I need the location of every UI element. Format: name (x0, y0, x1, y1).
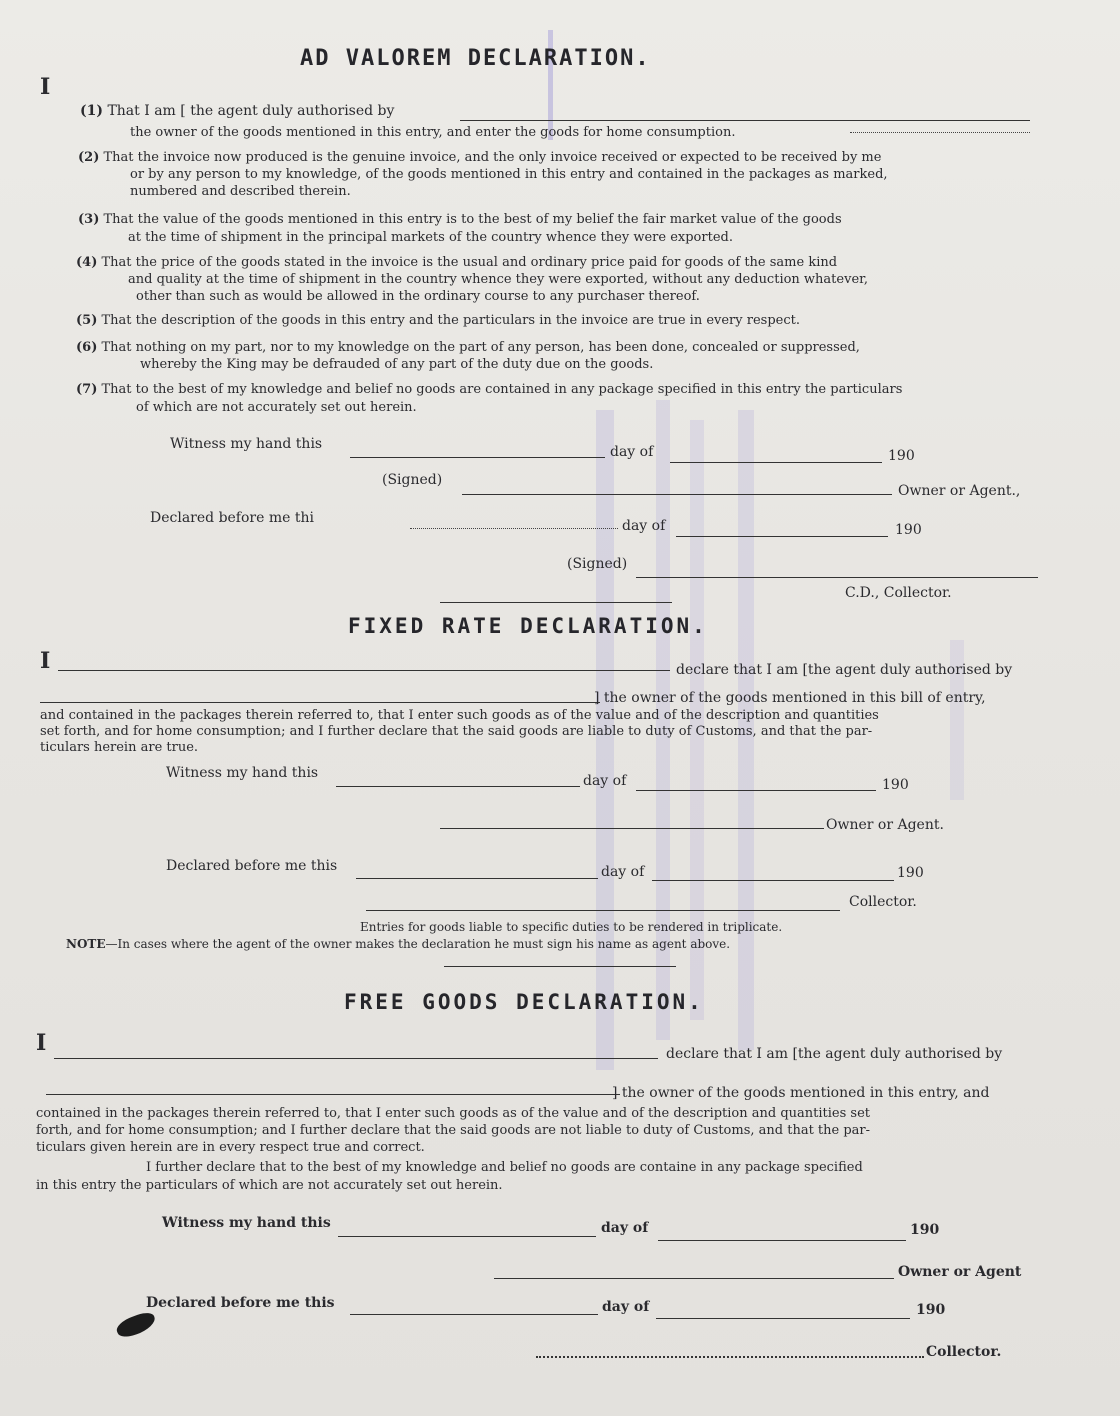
note-label: NOTE (66, 937, 106, 951)
declarant-marker: I (36, 1030, 47, 1056)
ad-valorem-item-1 (80, 103, 394, 119)
declared-month-field[interactable] (652, 880, 894, 881)
declared-label: Declared before me thi (150, 510, 314, 526)
declared-day-field[interactable] (356, 878, 598, 879)
owner-signature-field[interactable] (494, 1278, 894, 1279)
witness-day-field[interactable] (350, 457, 605, 458)
item-text: That to the best of my knowledge and belief no goods are contained in any package specified in this entry the particulars (101, 382, 903, 397)
item-text: That the value of the goods mentioned in this entry is to the best of my belief the fair market value of the goods (103, 212, 842, 227)
item-number: (5) (76, 313, 98, 328)
item-text: and quality at the time of shipment in the country whence they were exported, without any deduction whatever, (128, 272, 869, 287)
free-goods-body: ticulars given herein are in every respect true and correct. (36, 1140, 425, 1155)
declarant-marker: I (40, 74, 51, 100)
declared-month-field[interactable] (656, 1318, 910, 1319)
witness-day-field[interactable] (338, 1236, 596, 1237)
day-of-label: day of (583, 773, 627, 789)
purple-stamp-column (596, 410, 614, 1070)
collector-signature-field[interactable] (536, 1356, 924, 1358)
ad-valorem-item-7 (76, 382, 902, 398)
signed-label: (Signed) (567, 556, 628, 572)
declared-day-field[interactable] (410, 528, 618, 529)
item-text: at the time of shipment in the principal markets of the country whence they were exported. (128, 230, 733, 245)
item-text: That the price of the goods stated in the invoice is the usual and ordinary price paid for goods of the same kind (101, 255, 838, 270)
item-text: or by any person to my knowledge, of the goods mentioned in this entry and contained in the packages as marked, (130, 167, 888, 182)
item-text: That the description of the goods in this entry and the particulars in the invoice are true in every respect. (101, 313, 800, 328)
declared-day-field[interactable] (350, 1314, 598, 1315)
item-text: whereby the King may be defrauded of any part of the duty due on the goods. (140, 357, 654, 372)
owner-or-agent-label: Owner or Agent (898, 1264, 1022, 1280)
item-text: That nothing on my part, nor to my knowledge on the part of any person, has been done, concealed or suppressed, (101, 340, 860, 355)
witness-day-field[interactable] (336, 786, 580, 787)
ad-valorem-item-2 (78, 150, 881, 166)
ad-valorem-item-5 (76, 313, 800, 329)
ink-blot (114, 1310, 158, 1341)
item-number: (3) (78, 212, 100, 227)
item-number: (1) (80, 103, 103, 119)
item-text: That the invoice now produced is the genuine invoice, and the only invoice received or expected to be received by me (103, 150, 882, 165)
section-divider (444, 966, 676, 967)
collector-signature-field[interactable] (636, 577, 1038, 578)
year-label: 190 (897, 865, 924, 881)
year-label: 190 (888, 448, 915, 464)
declared-label: Declared before me this (146, 1295, 335, 1311)
owner-text: ] the owner of the goods mentioned in this bill of entry, (594, 690, 986, 706)
free-goods-further: in this entry the particulars of which are not accurately set out herein. (36, 1178, 503, 1193)
agent-note (66, 937, 730, 951)
owner-text: ] the owner of the goods mentioned in this entry, and (612, 1085, 990, 1101)
declarant-marker: I (40, 648, 51, 674)
principal-name-field[interactable] (40, 702, 600, 703)
year-label: 190 (882, 777, 909, 793)
free-goods-body: contained in the packages therein referred to, that I enter such goods as of the value and of the description and quantities set (36, 1106, 870, 1121)
declarant-name-field[interactable] (58, 670, 670, 671)
declarant-name-field[interactable] (54, 1058, 658, 1059)
witness-label: Witness my hand this (166, 765, 319, 781)
declare-text: declare that I am [the agent duly authorised by (666, 1046, 1003, 1062)
principal-name-field[interactable] (46, 1094, 620, 1095)
signed-label: (Signed) (382, 472, 443, 488)
ad-valorem-item-3 (78, 212, 842, 228)
free-goods-further: I further declare that to the best of my knowledge and belief no goods are containe in any package specified (146, 1160, 863, 1175)
collector-label: Collector. (849, 894, 917, 910)
item-number: (7) (76, 382, 98, 397)
collector-label: Collector. (926, 1344, 1002, 1360)
day-of-label: day of (601, 1220, 649, 1236)
item-text: other than such as would be allowed in the ordinary course to any purchaser thereof. (136, 289, 700, 304)
witness-month-field[interactable] (636, 790, 876, 791)
fixed-rate-body: and contained in the packages therein referred to, that I enter such goods as of the value and of the description and quantities (40, 708, 879, 723)
fixed-rate-body: set forth, and for home consumption; and I further declare that the said goods are liable to duty of Customs, and that the par- (40, 724, 873, 739)
year-label: 190 (916, 1302, 946, 1318)
year-label: 190 (895, 522, 922, 538)
fixed-rate-body: ticulars herein are true. (40, 740, 199, 755)
item-text: That I am [ the agent duly authorised by (107, 103, 395, 119)
day-of-label: day of (602, 1299, 650, 1315)
item-text: of which are not accurately set out herein. (136, 400, 417, 415)
ad-valorem-item-6 (76, 340, 860, 356)
ad-valorem-item-4 (76, 255, 837, 271)
triplicate-note: Entries for goods liable to specific duties to be rendered in triplicate. (360, 920, 783, 934)
item-text: the owner of the goods mentioned in this entry, and enter the goods for home consumption. (130, 125, 736, 140)
item-number: (4) (76, 255, 98, 270)
collector-signature-field[interactable] (366, 910, 840, 911)
owner-or-agent-label: Owner or Agent., (898, 483, 1021, 499)
fixed-rate-title: FIXED RATE DECLARATION. (348, 614, 708, 638)
note-text: —In cases where the agent of the owner makes the declaration he must sign his name as agent above. (105, 937, 731, 951)
day-of-label: day of (622, 518, 666, 534)
declared-month-field[interactable] (676, 536, 888, 537)
dotted-rule (850, 132, 1030, 133)
declared-label: Declared before me this (166, 858, 338, 874)
owner-signature-field[interactable] (440, 828, 824, 829)
witness-month-field[interactable] (658, 1240, 906, 1241)
owner-or-agent-label: Owner or Agent. (826, 817, 944, 833)
free-goods-body: forth, and for home consumption; and I further declare that the said goods are not liable to duty of Customs, and that the par- (36, 1123, 871, 1138)
item-number: (2) (78, 150, 100, 165)
witness-month-field[interactable] (670, 462, 882, 463)
ad-valorem-title: AD VALOREM DECLARATION. (300, 46, 651, 71)
day-of-label: day of (601, 864, 645, 880)
item-text: numbered and described therein. (130, 184, 351, 199)
year-label: 190 (910, 1222, 940, 1238)
witness-label: Witness my hand this (162, 1215, 331, 1231)
section-divider (440, 602, 672, 603)
collector-label: C.D., Collector. (845, 585, 952, 601)
free-goods-title: FREE GOODS DECLARATION. (344, 990, 704, 1014)
agent-name-field[interactable] (460, 120, 1030, 121)
owner-signature-field[interactable] (462, 494, 892, 495)
item-number: (6) (76, 340, 98, 355)
declare-text: declare that I am [the agent duly authorised by (676, 662, 1013, 678)
witness-label: Witness my hand this (170, 436, 323, 452)
day-of-label: day of (610, 444, 654, 460)
